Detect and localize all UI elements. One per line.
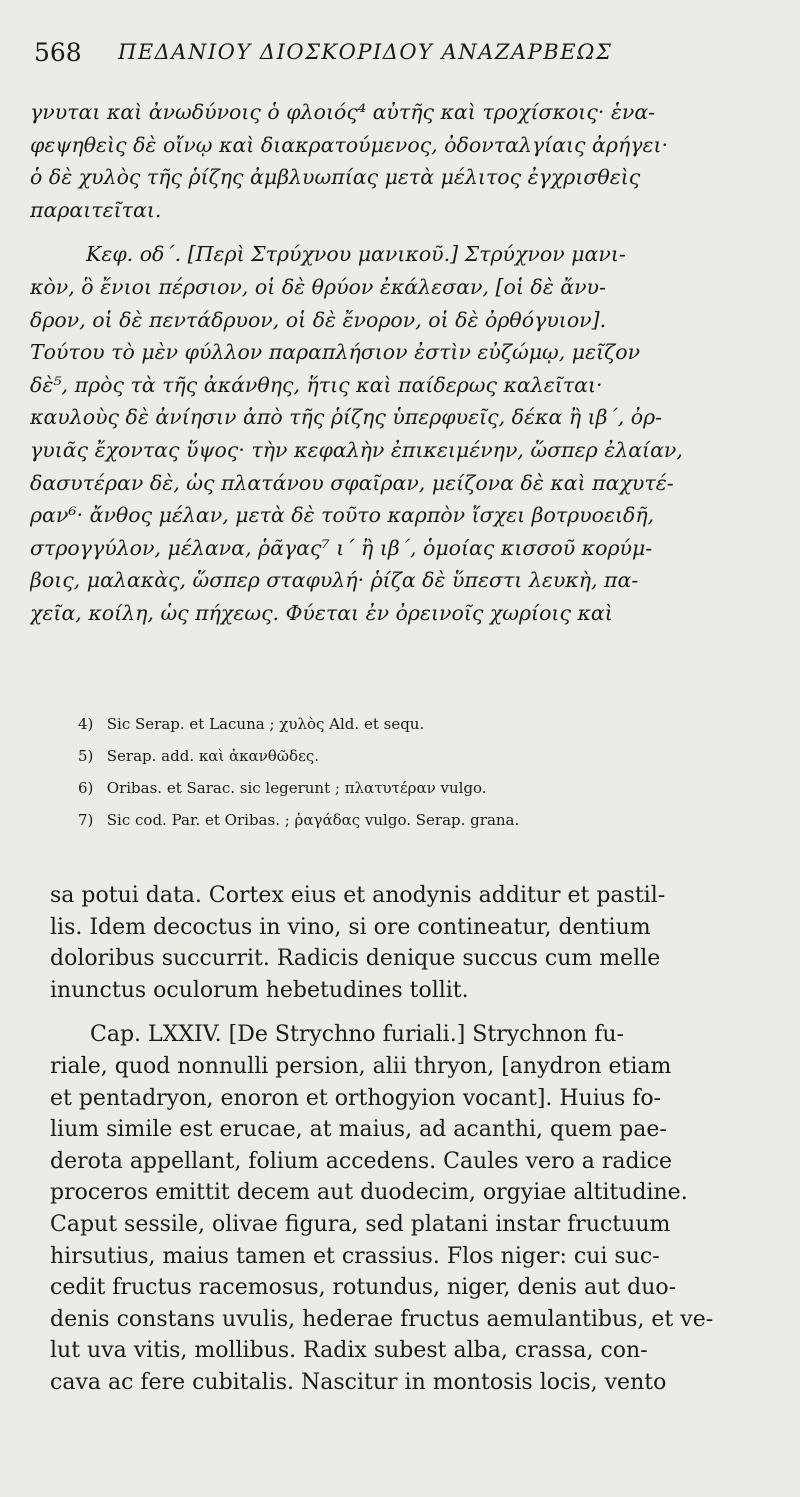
greek-line: χεῖα, κοίλη, ὡς πήχεως. Φύεται ἐν ὀρεινοῖς χωρίοις καὶ <box>30 600 613 625</box>
footnote-number: 7) <box>78 811 94 829</box>
latin-text-block <box>50 880 772 1399</box>
greek-paragraph-1 <box>30 96 770 226</box>
latin-line: et pentadryon, enoron et orthogyion vocant]. Huius fo- <box>50 1085 662 1111</box>
greek-line: ὁ δὲ χυλὸς τῆς ῥίζης ἀμβλυωπίας μετὰ μέλιτος ἐγχρισθεὶς <box>30 165 641 190</box>
greek-line: Τούτου τὸ μὲν φύλλον παραπλήσιον ἐστὶν εὐζώμῳ, μεῖζον <box>30 340 641 365</box>
greek-line: δασυτέραν δὲ, ὡς πλατάνου σφαῖραν, μείζονα δὲ καὶ παχυτέ- <box>30 470 674 495</box>
footnote-text: Oribas. et Sarac. sic legerunt ; πλατυτέραν vulgo. <box>106 779 487 797</box>
latin-line: cedit fructus racemosus, rotundus, niger, denis aut duo- <box>50 1275 677 1301</box>
footnote-text: Sic Serap. et Lacuna ; χυλὸς Ald. et sequ. <box>106 715 425 733</box>
footnote-number: 6) <box>78 779 94 797</box>
greek-line: δὲ⁵, πρὸς τὰ τῆς ἀκάνθης, ἥτις καὶ παίδερως καλεῖται· <box>30 372 603 397</box>
greek-line: ραν⁶· ἄνθος μέλαν, μετὰ δὲ τοῦτο καρπὸν ἴσχει βοτρυοειδῆ, <box>30 503 655 528</box>
latin-line: hirsutius, maius tamen et crassius. Flos niger: cui suc- <box>50 1243 660 1269</box>
latin-line: proceros emittit decem aut duodecim, orgyiae altitudine. <box>50 1180 688 1206</box>
latin-line: denis constans uvulis, hederae fructus aemulantibus, et ve- <box>50 1306 714 1332</box>
greek-line: στρογγύλον, μέλανα, ῥᾶγας⁷ ι΄ ἢ ιβ΄, ὁμοίας κισσοῦ κορύμ- <box>30 535 653 560</box>
greek-text-block <box>30 96 770 630</box>
greek-line: δρον, οἱ δὲ πεντάδρυον, οἱ δὲ ἔνορον, οἱ δὲ ὀρθόγυιον]. <box>30 307 607 332</box>
latin-chapter-heading-line: Cap. LXXIV. [De Strychno furiali.] Strychnon fu- <box>90 1022 624 1048</box>
latin-line: Caput sessile, olivae figura, sed platani instar fructuum <box>50 1211 671 1237</box>
latin-line: derota appellant, folium accedens. Caules vero a radice <box>50 1148 672 1174</box>
latin-line: inunctus oculorum hebetudines tollit. <box>50 977 469 1003</box>
footnotes <box>78 708 770 836</box>
footnote <box>78 708 770 740</box>
greek-paragraph-2 <box>30 238 770 629</box>
greek-line: κὸν, ὃ ἔνιοι πέρσιον, οἱ δὲ θρύον ἐκάλεσαν, [οἱ δὲ ἄνυ- <box>30 274 606 299</box>
footnote <box>78 772 770 804</box>
page-header <box>34 38 770 78</box>
latin-line: doloribus succurrit. Radicis denique succus cum melle <box>50 946 661 972</box>
greek-line: καυλοὺς δὲ ἀνίησιν ἀπὸ τῆς ῥίζης ὑπερφυεῖς, δέκα ἢ ιβ΄, ὀρ- <box>30 405 663 430</box>
footnote-text: Serap. add. καὶ ἀκανθῶδες. <box>106 747 320 765</box>
latin-line: lium simile est erucae, at maius, ad acanthi, quem pae- <box>50 1117 667 1143</box>
latin-line: riale, quod nonnulli persion, alii thryon, [anydron etiam <box>50 1053 672 1079</box>
latin-line: sa potui data. Cortex eius et anodynis additur et pastil- <box>50 883 666 908</box>
latin-line: lis. Idem decoctus in vino, si ore contineatur, dentium <box>50 914 651 940</box>
greek-line: γνυται καὶ ἀνωδύνοις ὁ φλοιός⁴ αὐτῆς καὶ τροχίσκοις· ἑνα- <box>30 100 656 124</box>
footnote <box>78 804 770 836</box>
greek-line: φεψηθεὶς δὲ οἴνῳ καὶ διακρατούμενος, ὀδονταλγίαις ἀρήγει· <box>30 132 669 157</box>
footnote-number: 5) <box>78 747 94 765</box>
latin-line: cava ac fere cubitalis. Nascitur in montosis locis, vento <box>50 1369 667 1395</box>
latin-line: lut uva vitis, mollibus. Radix subest alba, crassa, con- <box>50 1338 648 1364</box>
greek-line: βοις, μαλακὰς, ὥσπερ σταφυλή· ῥίζα δὲ ὕπεστι λευκὴ, πα- <box>30 568 639 593</box>
running-head: ΠΕΔΑΝΙΟΥ ΔΙΟΣΚΟΡΙΔΟΥ ΑΝΑΖΑΡΒΕΩΣ <box>118 40 613 64</box>
page-number: 568 <box>34 38 82 67</box>
greek-line: γυιᾶς ἔχοντας ὕψος· τὴν κεφαλὴν ἐπικειμένην, ὥσπερ ἐλαίαν, <box>30 437 683 462</box>
greek-chapter-heading-line: Κεφ. οδ΄. [Περὶ Στρύχνου μανικοῦ.] Στρύχνον μανι- <box>86 242 626 267</box>
greek-line: παραιτεῖται. <box>30 197 162 222</box>
latin-paragraph-1 <box>50 880 772 1006</box>
footnote-text: Sic cod. Par. et Oribas. ; ῥαγάδας vulgo. Serap. grana. <box>106 811 520 829</box>
latin-paragraph-2 <box>50 1019 772 1398</box>
footnote <box>78 740 770 772</box>
footnote-number: 4) <box>78 715 94 733</box>
